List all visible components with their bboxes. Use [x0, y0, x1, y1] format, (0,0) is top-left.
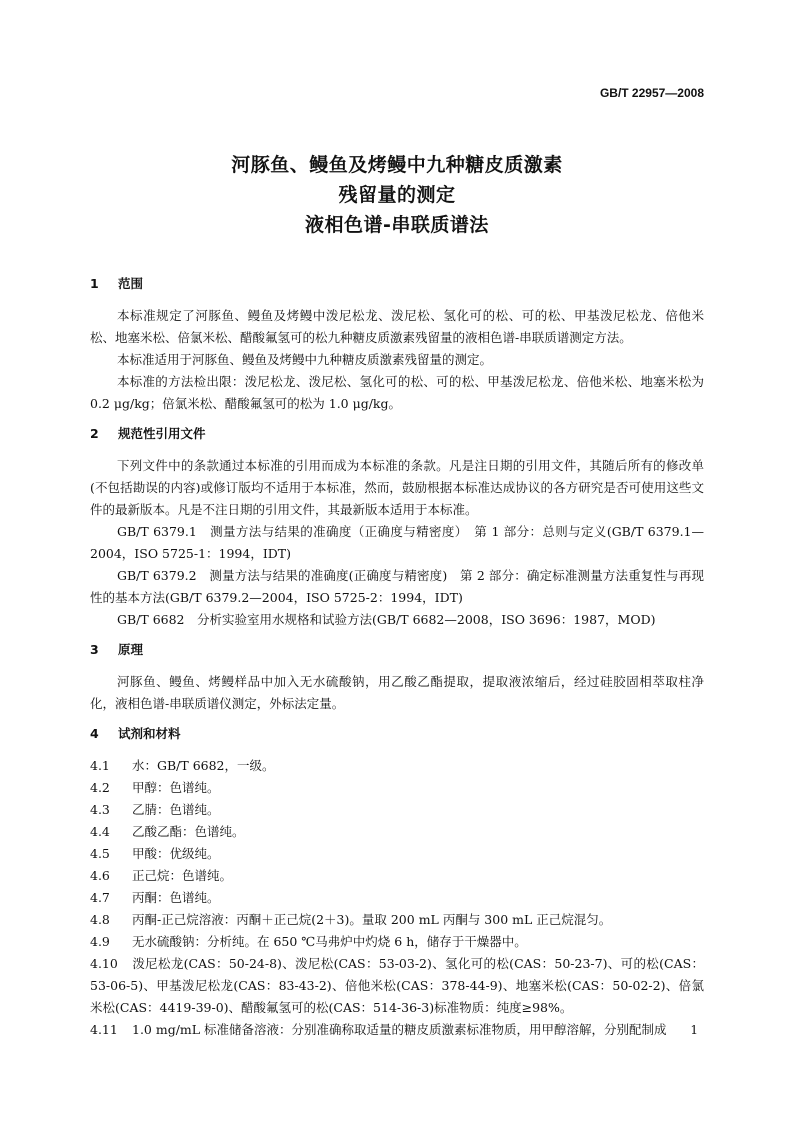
document-body [90, 273, 704, 1041]
section-2-paragraph: 下列文件中的条款通过本标准的引用而成为本标准的条款。凡是注日期的引用文件，其随后所有的修改单(不包括勘误的内容)或修订版均不适用于本标准，然而，鼓励根据本标准达成协议的各方研究是否可使用这些文件的最新版本。凡是不注日期的引用文件，其最新版本适用于本标准。 [90, 458, 704, 517]
title-line-1: 河豚鱼、鳗鱼及烤鳗中九种糖皮质激素 [231, 154, 563, 176]
standard-number: GB/T 22957—2008 [599, 86, 704, 100]
title-line-3: 液相色谱-串联质谱法 [305, 214, 489, 236]
list-item: 4.3 乙腈：色谱纯。 [90, 802, 220, 817]
list-item: 4.1 水：GB/T 6682，一级。 [90, 758, 275, 773]
section-1-paragraph: 本标准规定了河豚鱼、鳗鱼及烤鳗中泼尼松龙、泼尼松、氢化可的松、可的松、甲基泼尼松龙、倍他米松、地塞米松、倍氯米松、醋酸氟氢可的松九种糖皮质激素残留量的液相色谱-串联质谱测定方法。 [90, 308, 704, 345]
section-1-paragraph: 本标准的方法检出限：泼尼松龙、泼尼松、氢化可的松、可的松、甲基泼尼松龙、倍他米松、地塞米松为 0.2 μg/kg；倍氯米松、醋酸氟氢可的松为 1.0 μg/kg。 [90, 374, 704, 411]
section-1-heading: 1 范围 [90, 276, 144, 291]
title-line-2: 残留量的测定 [338, 184, 456, 206]
reference-item: GB/T 6379.1 测量方法与结果的准确度（正确度与精密度） 第 1 部分：总则与定义(GB/T 6379.1—2004，ISO 5725-1：1994，IDT) [90, 524, 704, 561]
list-item: 4.8 丙酮-正己烷溶液：丙酮＋正己烷(2＋3)。量取 200 mL 丙酮与 300 mL 正己烷混匀。 [90, 912, 612, 927]
list-item: 4.4 乙酸乙酯：色谱纯。 [90, 824, 245, 839]
list-item: 4.11 1.0 mg/mL 标准储备溶液：分别准确称取适量的糖皮质激素标准物质，用甲醇溶解，分别配制成 [90, 1022, 667, 1037]
section-3-paragraph: 河豚鱼、鳗鱼、烤鳗样品中加入无水硫酸钠，用乙酸乙酯提取，提取液浓缩后，经过硅胶固相萃取柱净化，液相色谱-串联质谱仪测定，外标法定量。 [90, 674, 704, 711]
list-item: 4.5 甲酸：优级纯。 [90, 846, 220, 861]
section-3-heading: 3 原理 [90, 642, 144, 657]
section-1-paragraph: 本标准适用于河豚鱼、鳗鱼及烤鳗中九种糖皮质激素残留量的测定。 [117, 352, 493, 367]
section-4-heading: 4 试剂和材料 [90, 726, 181, 741]
document-title [0, 150, 794, 240]
list-item: 4.10 泼尼松龙(CAS：50-24-8)、泼尼松(CAS：53-03-2)、氢化可的松(CAS：50-23-7)、可的松(CAS：53-06-5)、甲基泼尼松龙(CAS：83-43-2)、倍他米松(CAS：378-44-9)、地塞米松(CAS：50-02-2)、倍氯米松(CAS：4419-39-0)、醋酸氟氢可的松(CAS：514-36-3)标准物质：纯度≥98%。 [90, 956, 704, 1015]
reference-item: GB/T 6682 分析实验室用水规格和试验方法(GB/T 6682—2008，ISO 3696：1987，MOD) [117, 612, 656, 627]
section-2-heading: 2 规范性引用文件 [90, 426, 206, 441]
list-item: 4.2 甲醇：色谱纯。 [90, 780, 220, 795]
list-item: 4.9 无水硫酸钠：分析纯。在 650 ℃马弗炉中灼烧 6 h，储存于干燥器中。 [90, 934, 527, 949]
list-item: 4.6 正己烷：色谱纯。 [90, 868, 233, 883]
reference-item: GB/T 6379.2 测量方法与结果的准确度(正确度与精密度) 第 2 部分：确定标准测量方法重复性与再现性的基本方法(GB/T 6379.2—2004，ISO 5725-2：1994，IDT) [90, 568, 704, 605]
list-item: 4.7 丙酮：色谱纯。 [90, 890, 220, 905]
page-number: 1 [690, 1023, 698, 1037]
